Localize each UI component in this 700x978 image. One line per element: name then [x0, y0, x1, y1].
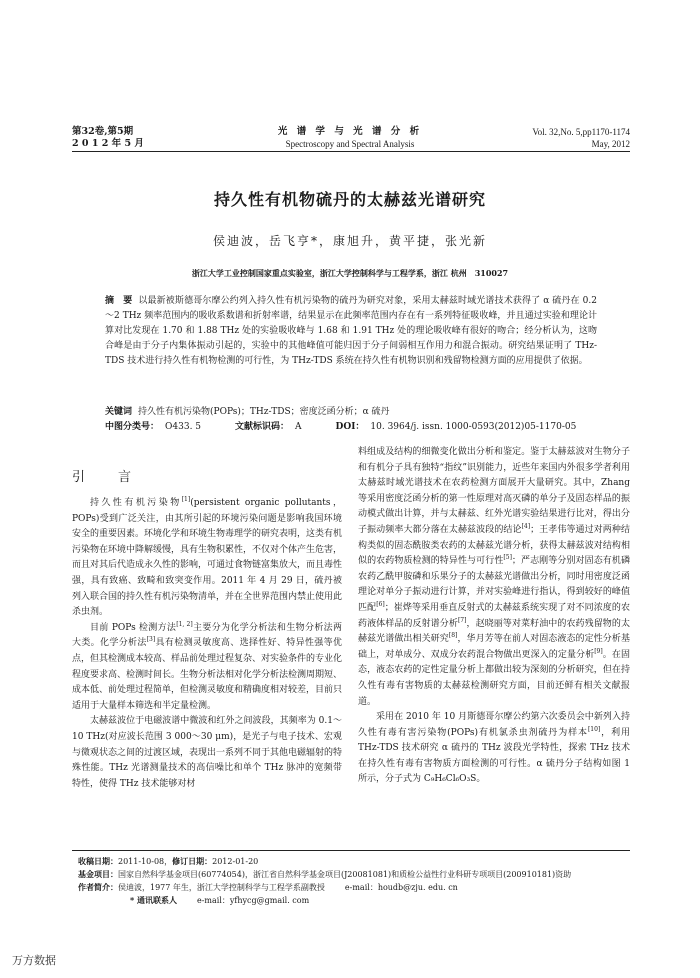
abstract-text: 以最新被斯德哥尔摩公约列入持久性有机污染物的硫丹为研究对象，采用太赫兹时域光谱技术获得了 α 硫丹在 0.2～2 THz 频率范围内的吸收系数谱和折射率谱，结果显示在此频率范围内存在有一系列特征吸收峰，并且通过实验和理论计算对比发现在 1.70 和 1.88 THz 处的实验吸收峰与 1.68 和 1.91 THz 处的理论吸收峰有很好的吻合；经分析认为，这吻合峰是由于分子内集体振动引起的，实验中的其他峰值可能归因于分子间弱相互作用力和混合振动。研究结果证明了 THz-TDS 技术进行持久性有机物检测的可行性，为 THz-TDS 系统在持久性有机物识别和残留物检测方面的应用提供了依据。	[105, 296, 597, 366]
affiliation: 浙江大学工业控制国家重点实验室，浙江大学控制科学与工程学系，浙江 杭州 310027	[191, 268, 509, 278]
paragraph: 目前 POPs 检测方法[1, 2]主要分为化学分析法和生物分析法两大类。化学分析法[3]具有检测灵敏度高、选择性好、特异性强等优点，但其检测成本较高、样品前处理过程复杂、对实验条件的专业化程度要求高、检测时间长。生物分析法相对化学分析法检测周期短、成本低、前处理过程简单，但检测灵敏度和精确度相对较差，目前只适用于大量样本筛选和半定量检测。	[72, 620, 343, 711]
classification-line	[105, 420, 625, 435]
volume-date: May, 2012	[591, 139, 630, 149]
volume-pages: Vol. 32,No. 5,pp1170-1174	[532, 127, 630, 137]
body-column-left	[72, 496, 342, 792]
footnote-corresponding: * 通讯联系人 e-mail：yfhycg@gmail. com	[130, 895, 310, 905]
clc-value: O433. 5	[165, 422, 202, 432]
issue-info	[72, 126, 144, 150]
abstract	[105, 294, 597, 369]
keywords-label: 关键词	[105, 407, 133, 417]
issue-date: 2 0 1 2 年 5 月	[72, 138, 144, 149]
journal-name-en: Spectroscopy and Spectral Analysis	[285, 139, 415, 149]
author-email: e-mail：houdb@zju. edu. cn	[344, 883, 458, 892]
doc-code-value: A	[295, 422, 302, 432]
paper-title: 持久性有机物硫丹的太赫兹光谱研究	[213, 190, 486, 209]
doc-code-label: 文献标识码：	[235, 422, 290, 432]
citation: [7]	[457, 616, 467, 624]
volume-info	[532, 126, 630, 150]
keywords-text: 持久性有机污染物(POPs)；THz-TDS；密度泛函分析；α 硫丹	[138, 407, 390, 417]
footnote-author-bio: 作者简介：侯迪波，1977 年生，浙江大学控制科学与工程学系副教授 e-mail：houdb@zju. edu. cn	[78, 882, 458, 892]
abstract-label: 摘 要	[105, 296, 133, 306]
citation: [10]	[587, 725, 601, 733]
citation: [9]	[594, 647, 603, 655]
citation: [6]	[376, 600, 385, 608]
issue-number: 第32卷,第5期	[72, 126, 134, 137]
footnote-dates: 收稿日期：2011-10-08，修订日期：2012-01-20	[78, 856, 259, 866]
citation: [1, 2]	[176, 620, 193, 628]
paragraph: 采用在 2010 年 10 月斯德哥尔摩公约第六次委员会中新列入持久性有毒有害污染物(POPs)有机氯杀虫剂硫丹为样本[10]，利用 THz-TDS 技术研究 α 硫丹的 THz 波段光学特性，探索 THz 技术在持久性有毒有害物质方面检测的可行性。α 硫丹分子结构如图 1 所示，分子式为 C₉H₆Cl₆O₃S。	[358, 712, 630, 785]
citation: [8]	[448, 632, 458, 640]
footnotes	[78, 855, 633, 907]
doi-label: DOI：	[335, 422, 365, 432]
paragraph: 料组成及结构的细微变化做出分析和鉴定。鉴于太赫兹波对生物分子和有机分子具有独特“指纹”识别能力，近些年来国内外很多学者利用太赫兹时域光谱技术在农药检测方面展开大量研究。其中，Zhang 等采用密度泛函分析的第一性原理对高灭磷的单分子及固态样品的振动模式做出计算，并与太赫兹、红外光谱实验结果进行比对，得出分子振动频率大都分落在太赫兹波段的结论[4]；王孝伟等通过对两种结构类似的固态酰胺类农药的太赫兹光谱分析，获得太赫兹波对结构相似的农药物质检测的特异性与可行性[5]；严志刚等分别对固态有机磷农药乙酰甲胺磷和乐果分子的太赫兹光谱做出分析，同时用密度泛函理论对单分子振动进行计算，并对实验峰进行指认，得到较好的峰值匹配[6]；崔烨等采用垂直反射式的太赫兹系统实现了对不同浓度的农药液体样品的反射谱分析[7]，赵晓丽等对菜籽油中的农药残留物的太赫兹光谱做出相关研究[8]，华月芳等在前人对固态液态的定性分析基础上，对单成分、双成分农药混合物做出更深入的定量分析[9]。在固态，液态农药的定性定量分析上都做出较为深刻的分析研究，但在持久性有毒有害物质的太赫兹检测研究方面，目前还鲜有相关文献报道。	[358, 447, 630, 707]
citation: [5]	[503, 554, 512, 562]
citation: [1]	[181, 496, 191, 503]
journal-name	[230, 126, 470, 150]
paragraph: 持久性有机污染物[1](persistent organic pollutants，POPs)受到广泛关注，由其所引起的环境污染问题是影响我国环境安全的重要因素。环境化学和环境生物毒理学的研究表明，这类有机污染物在环境中降解缓慢，具有生物积累性，不仅对个体产生危害，而且对其后代造成永久性的影响，可通过食物链富集放大，而且毒性强，具有致癌、致畸和致突变作用。2011 年 4 月 29 日，硫丹被列入联合国的持久性有机污染物清单，并在全世界范围内禁止使用此杀虫剂。	[72, 496, 343, 618]
wanfang-watermark: 万方数据	[12, 954, 56, 967]
footnote-funding: 基金项目：国家自然科学基金项目(60774054)，浙江省自然科学基金项目(J20081081)和质检公益性行业科研专项项目(200910181)资助	[78, 869, 572, 879]
doi-value: 10. 3964/j. issn. 1000-0593(2012)05-1170-05	[370, 422, 577, 432]
citation: [4]	[521, 522, 531, 530]
keywords	[105, 405, 597, 420]
footnote-rule	[72, 850, 630, 851]
paragraph: 太赫兹波位于电磁波谱中微波和红外之间波段，其频率为 0.1～10 THz(对应波长范围 3 000～30 μm)，是光子与电子技术、宏观与微观状态之间的过渡区域，表现出一系列不同于其他电磁辐射的特殊性能。THz 光谱测量技术的高信噪比和单个 THz 脉冲的宽频带特性，使得 THz 技术能够对材	[72, 716, 343, 789]
clc-label: 中图分类号：	[105, 422, 160, 432]
body-column-right	[358, 445, 630, 788]
citation: [3]	[146, 636, 156, 644]
header-rule	[72, 151, 630, 152]
section-heading-intro: 引 言	[72, 470, 142, 485]
journal-name-cn: 光 谱 学 与 光 谱 分 析	[277, 126, 423, 137]
corresponding-email: e-mail：yfhycg@gmail. com	[196, 896, 310, 905]
author-list: 侯迪波，岳飞亨*，康旭升，黄平捷，张光新	[212, 234, 487, 248]
